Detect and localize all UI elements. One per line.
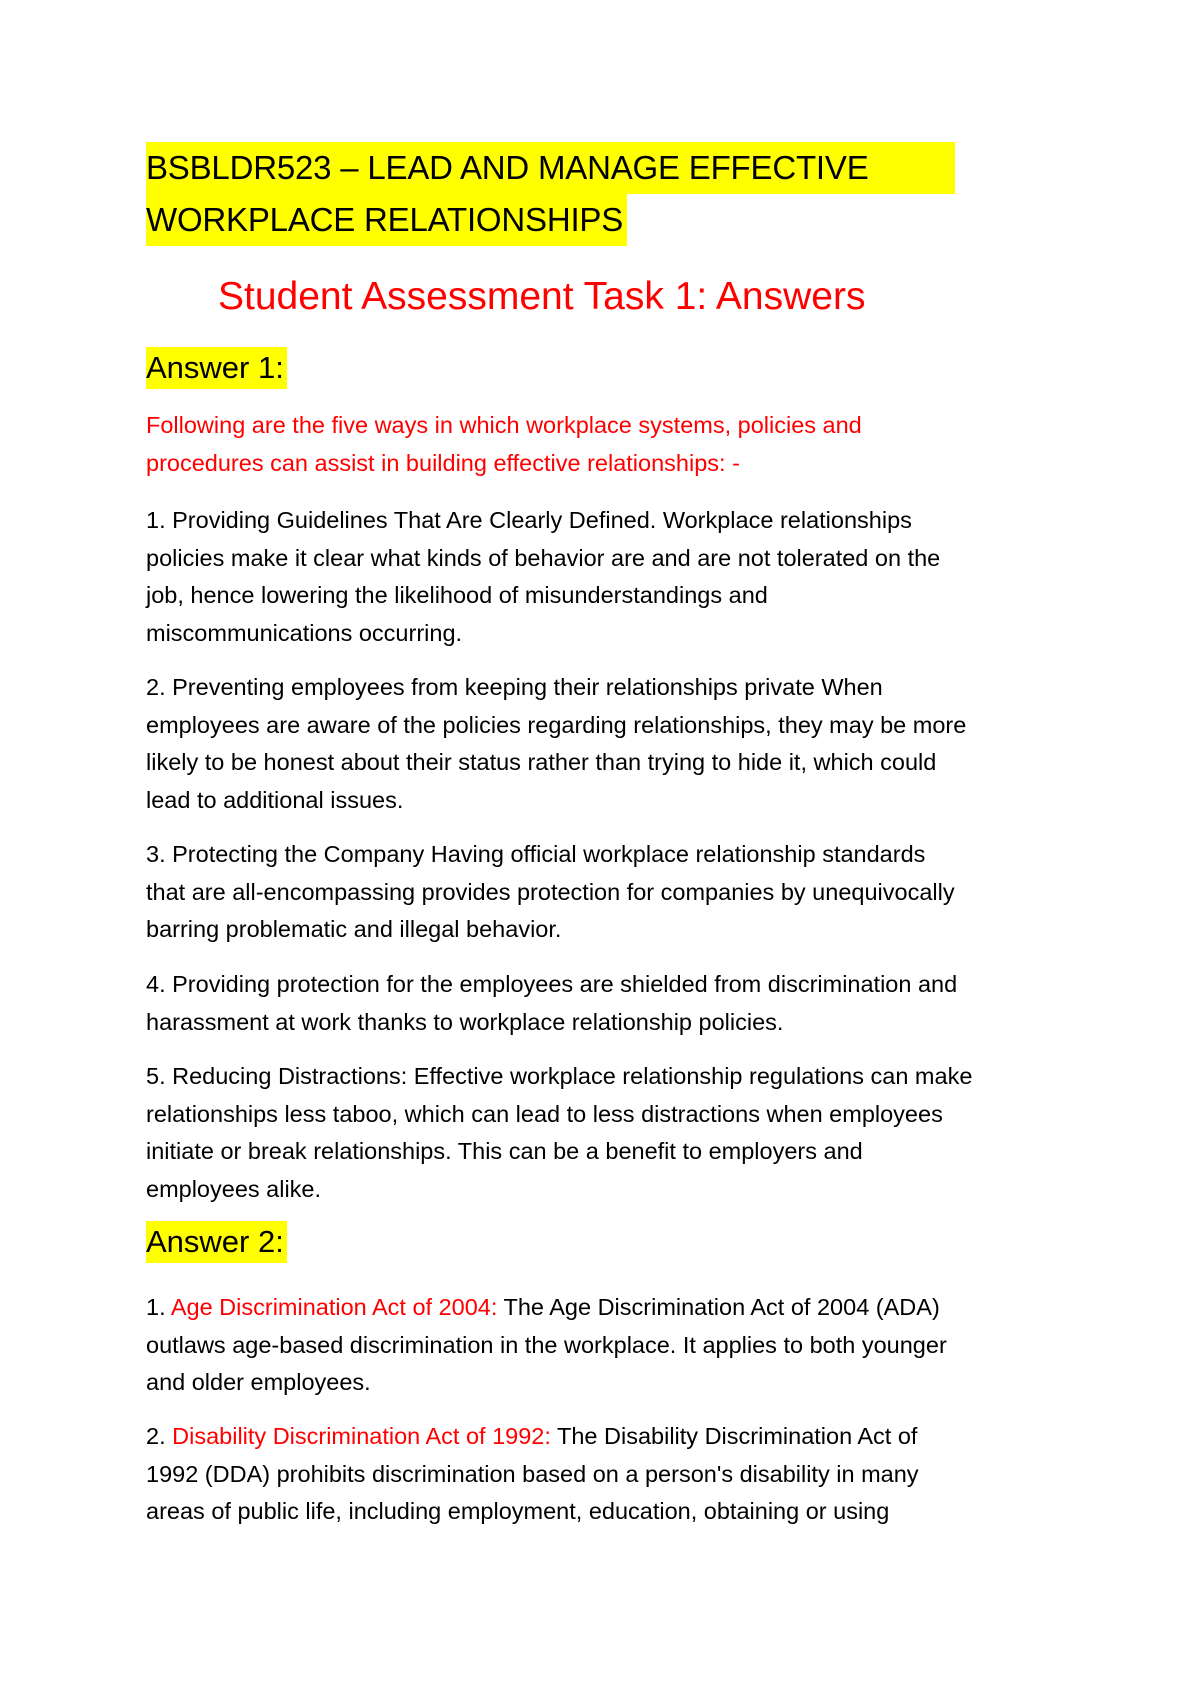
title-line-2: WORKPLACE RELATIONSHIPS [146, 194, 627, 246]
text-line: that are all-encompassing provides protection for companies by unequivocally [146, 878, 955, 905]
text-line: 2. Preventing employees from keeping their relationships private When [146, 674, 883, 700]
text-line: job, hence lowering the likelihood of misunderstandings and [146, 582, 768, 608]
document-subtitle: Student Assessment Task 1: Answers [218, 275, 866, 318]
answer-1-item-4 [146, 966, 1066, 1041]
text-line: lead to additional issues. [146, 786, 404, 813]
act-name: Age Discrimination Act of 2004: [170, 1294, 498, 1320]
text-line: employees alike. [146, 1175, 322, 1202]
act-description: The Age Discrimination Act of 2004 (ADA) [497, 1294, 940, 1320]
text-line: 1. Providing Guidelines That Are Clearly Defined. Workplace relationships [146, 507, 912, 533]
text-line: 3. Protecting the Company Having official workplace relationship standards [146, 841, 926, 867]
answer-2-heading: Answer 2: [146, 1221, 287, 1263]
text-line: 4. Providing protection for the employees are shielded from discrimination and [146, 971, 958, 997]
act-name: Disability Discrimination Act of 1992: [172, 1423, 551, 1449]
text-line: initiate or break relationships. This can be a benefit to employers and [146, 1138, 863, 1164]
text-line: Following are the five ways in which workplace systems, policies and [146, 412, 862, 438]
answer-1-item-3 [146, 836, 1066, 949]
text-line: outlaws age-based discrimination in the workplace. It applies to both younger [146, 1331, 947, 1358]
item-number: 2. [146, 1423, 173, 1449]
text-line [146, 1289, 1066, 1327]
answer-1-intro [146, 407, 1066, 482]
answer-2-item-2 [146, 1418, 1066, 1531]
text-line: harassment at work thanks to workplace relationship policies. [146, 1008, 784, 1035]
text-line [146, 1418, 1066, 1456]
text-line: relationships less taboo, which can lead to less distractions when employees [146, 1100, 943, 1127]
text-line: barring problematic and illegal behavior. [146, 916, 562, 942]
text-line: miscommunications occurring. [146, 619, 463, 646]
text-line: 5. Reducing Distractions: Effective workplace relationship regulations can make [146, 1063, 973, 1089]
text-line: procedures can assist in building effective relationships: - [146, 449, 740, 476]
text-line: employees are aware of the policies regarding relationships, they may be more [146, 711, 967, 738]
act-description: The Disability Discrimination Act of [550, 1423, 918, 1449]
answer-2-item-1 [146, 1289, 1066, 1402]
document-title [146, 142, 955, 246]
answer-1-item-1 [146, 502, 1066, 652]
text-line: 1992 (DDA) prohibits discrimination based on a person's disability in many [146, 1460, 919, 1487]
item-number: 1. [146, 1294, 171, 1320]
answer-1-item-5 [146, 1058, 1066, 1208]
text-line: likely to be honest about their status rather than trying to hide it, which could [146, 749, 937, 775]
answer-1-item-2 [146, 669, 1066, 819]
text-line: and older employees. [146, 1369, 371, 1395]
text-line: policies make it clear what kinds of behavior are and are not tolerated on the [146, 544, 941, 571]
text-line: areas of public life, including employment, education, obtaining or using [146, 1498, 890, 1524]
answer-1-heading: Answer 1: [146, 347, 287, 389]
title-line-1: BSBLDR523 – LEAD AND MANAGE EFFECTIVE [146, 142, 955, 194]
